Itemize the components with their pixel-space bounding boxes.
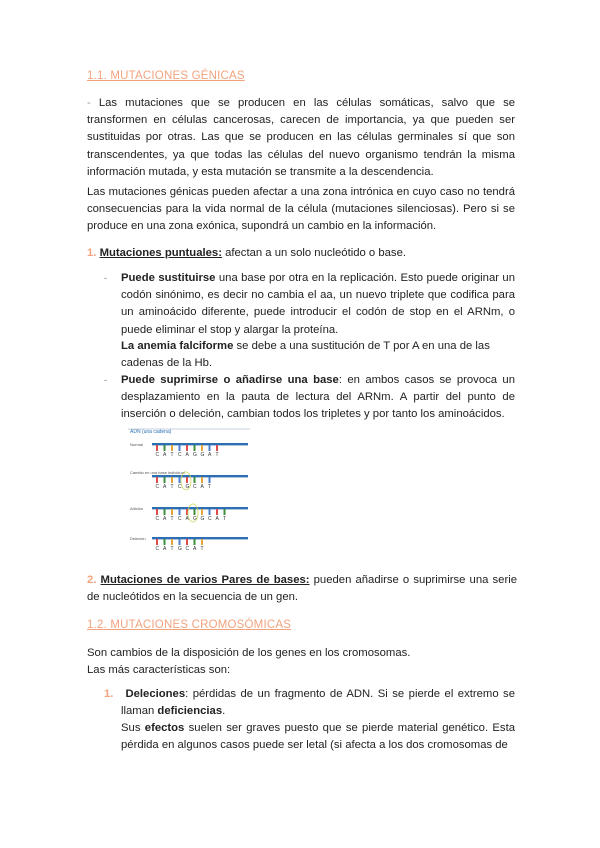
- section-heading-mutaciones-genicas: 1.1. MUTACIONES GÉNICAS: [87, 70, 245, 82]
- figure-title: ADN (una cadena): [130, 429, 172, 435]
- figure-row-label: Adición: [130, 506, 144, 511]
- base-tick: [224, 509, 226, 515]
- paragraph-efectos: [121, 720, 515, 754]
- base-letter: C: [208, 516, 212, 522]
- base-tick: [186, 539, 188, 545]
- paragraph-cromosomicas: Son cambios de la disposición de los genes en los cromosomas. Las más características son:: [87, 647, 411, 677]
- list-item-title: Mutaciones de varios Pares de bases:: [100, 574, 310, 586]
- base-letter: T: [223, 516, 227, 522]
- list-item-text: : pérdidas de un fragmento de ADN. Si se pierde el extremo se llaman: [121, 688, 515, 718]
- base-tick: [156, 539, 158, 545]
- base-tick: [156, 477, 158, 483]
- paragraph-dash: -: [87, 97, 91, 109]
- dna-strand: [152, 507, 248, 509]
- base-tick: [194, 539, 196, 545]
- base-tick: [171, 477, 173, 483]
- bullet-bold: Puede suprimirse o añadirse una base: [121, 374, 339, 386]
- base-tick: [194, 477, 196, 483]
- base-letter: A: [208, 452, 212, 458]
- bullet-marker: -: [104, 273, 107, 283]
- base-letter: C: [178, 516, 182, 522]
- list-number: 1.: [87, 247, 97, 259]
- paragraph-somatic-mutations: [87, 95, 515, 181]
- base-tick: [201, 509, 203, 515]
- base-tick: [201, 477, 203, 483]
- base-letter: A: [163, 516, 167, 522]
- paragraph-bold: efectos: [144, 722, 185, 734]
- base-tick: [164, 445, 166, 451]
- bullet-bold: Puede sustituirse: [121, 272, 216, 284]
- base-tick: [156, 445, 158, 451]
- base-letter: A: [200, 484, 204, 490]
- dna-strand: [152, 537, 248, 539]
- base-tick: [171, 445, 173, 451]
- base-tick: [186, 477, 188, 483]
- base-tick: [164, 477, 166, 483]
- list-number: 2.: [87, 574, 97, 586]
- base-tick: [179, 509, 181, 515]
- base-tick: [179, 539, 181, 545]
- paragraph-pre: Sus: [121, 722, 145, 734]
- base-letter: G: [200, 516, 205, 522]
- bullet-suprimirse: [121, 372, 515, 424]
- base-tick: [179, 477, 181, 483]
- figure-row-label: Deleción: [130, 536, 146, 541]
- base-tick: [164, 539, 166, 545]
- bullet-marker: -: [104, 375, 107, 385]
- base-tick: [209, 445, 211, 451]
- base-tick: [179, 445, 181, 451]
- paragraph-text: Las mutaciones que se producen en las células somáticas, salvo que se transformen en células cancerosas, carecen de importancia, ya que pueden ser sustituidas por otras. Las que se producen en las células germinales sí que son transcendentes, ya que todas las células del nuevo organismo tendrán la misma información mutada, y esta mutación se transmite a la descendencia.: [87, 97, 515, 178]
- list-number: 1.: [104, 688, 114, 700]
- base-letter: C: [155, 452, 160, 458]
- note-anemia-falciforme: [121, 338, 515, 372]
- base-letter: G: [178, 546, 182, 552]
- base-letter: T: [208, 484, 212, 490]
- base-tick: [201, 539, 203, 545]
- paragraph-text: suelen ser graves puesto que se pierde material genético. Esta pérdida en algunos casos puede ser letal (si afecta a los dos cromosomas de: [121, 722, 516, 752]
- figure-row-label: Cambio en una base individual: [130, 470, 185, 475]
- base-letter: A: [185, 516, 189, 522]
- base-letter: C: [155, 484, 160, 490]
- list-item-text-2: .: [222, 705, 226, 718]
- list-item-text: pueden añadirse o suprimirse una serie de nucleótidos en la secuencia de un gen.: [87, 574, 518, 604]
- list-item-title: Deleciones: [125, 688, 186, 700]
- base-letter: A: [215, 516, 219, 522]
- base-letter: A: [185, 452, 189, 458]
- list-item-text: afectan a un solo nucleótido o base.: [221, 247, 406, 259]
- dna-strand: [152, 475, 248, 477]
- base-letter: A: [163, 546, 167, 552]
- base-tick: [209, 477, 211, 483]
- dna-mutation-figure: [128, 427, 250, 557]
- base-letter: A: [193, 546, 197, 552]
- list-item-varios-pares: [87, 572, 517, 606]
- base-letter: G: [193, 516, 197, 522]
- base-tick: [171, 509, 173, 515]
- paragraph-intronic-exonic: Las mutaciones génicas pueden afectar a una zona intrónica en cuyo caso no tendrá consecuencias para la vida normal de la célula (mutaciones silenciosas). Pero si se produce en una zona exónica, supondrá un cambio en la información.: [87, 186, 515, 233]
- base-tick: [216, 445, 218, 451]
- bullet-text: : en ambos casos se provoca un desplazamiento en la pauta de lectura del ARNm. A partir del punto de inserción o deleción, cambian todos los tripletes y por tanto los aminoácidos.: [121, 374, 515, 421]
- base-letter: T: [170, 452, 174, 458]
- base-letter: A: [163, 484, 167, 490]
- base-tick: [216, 509, 218, 515]
- base-letter: G: [200, 452, 205, 458]
- base-tick: [164, 509, 166, 515]
- base-letter: C: [185, 546, 190, 552]
- base-letter: T: [215, 452, 219, 458]
- base-tick: [209, 509, 211, 515]
- base-letter: T: [170, 484, 174, 490]
- base-letter: G: [193, 452, 197, 458]
- base-letter: T: [170, 516, 174, 522]
- base-letter: C: [155, 516, 160, 522]
- base-tick: [194, 509, 196, 515]
- base-tick: [171, 539, 173, 545]
- bullet-text: una base por otra en la replicación. Esto puede originar un codón sinónimo, es decir no cambia el aa, un nuevo triplete que codifica para un aminoácido diferente, puede introducir el codón de stop en el ARNm, o puede eliminar el stop y alargar la proteína.: [121, 272, 515, 336]
- note-text: se debe a una sustitución de T por A en una de las cadenas de la Hb.: [121, 340, 490, 370]
- base-letter: T: [170, 546, 174, 552]
- base-letter: A: [163, 452, 167, 458]
- figure-row-label: Normal: [130, 442, 143, 447]
- base-tick: [186, 445, 188, 451]
- base-letter: C: [178, 452, 182, 458]
- list-item-deleciones: [121, 686, 515, 720]
- base-letter: T: [200, 546, 204, 552]
- note-bold: La anemia falciforme: [121, 340, 234, 352]
- base-tick: [156, 509, 158, 515]
- dna-strand: [152, 443, 248, 445]
- base-letter: C: [178, 484, 182, 490]
- base-letter: C: [155, 546, 160, 552]
- list-item-title: Mutaciones puntuales:: [99, 247, 222, 259]
- bullet-sustituirse: [121, 270, 515, 339]
- list-item-puntuales: [87, 245, 517, 262]
- base-letter: C: [193, 484, 197, 490]
- section-heading-mutaciones-cromosomicas: 1.2. MUTACIONES CROMOSÓMICAS: [87, 619, 292, 631]
- base-letter: G: [185, 484, 190, 490]
- base-tick: [201, 445, 203, 451]
- list-item-title-2: deficiencias: [157, 705, 223, 718]
- base-tick: [194, 445, 196, 451]
